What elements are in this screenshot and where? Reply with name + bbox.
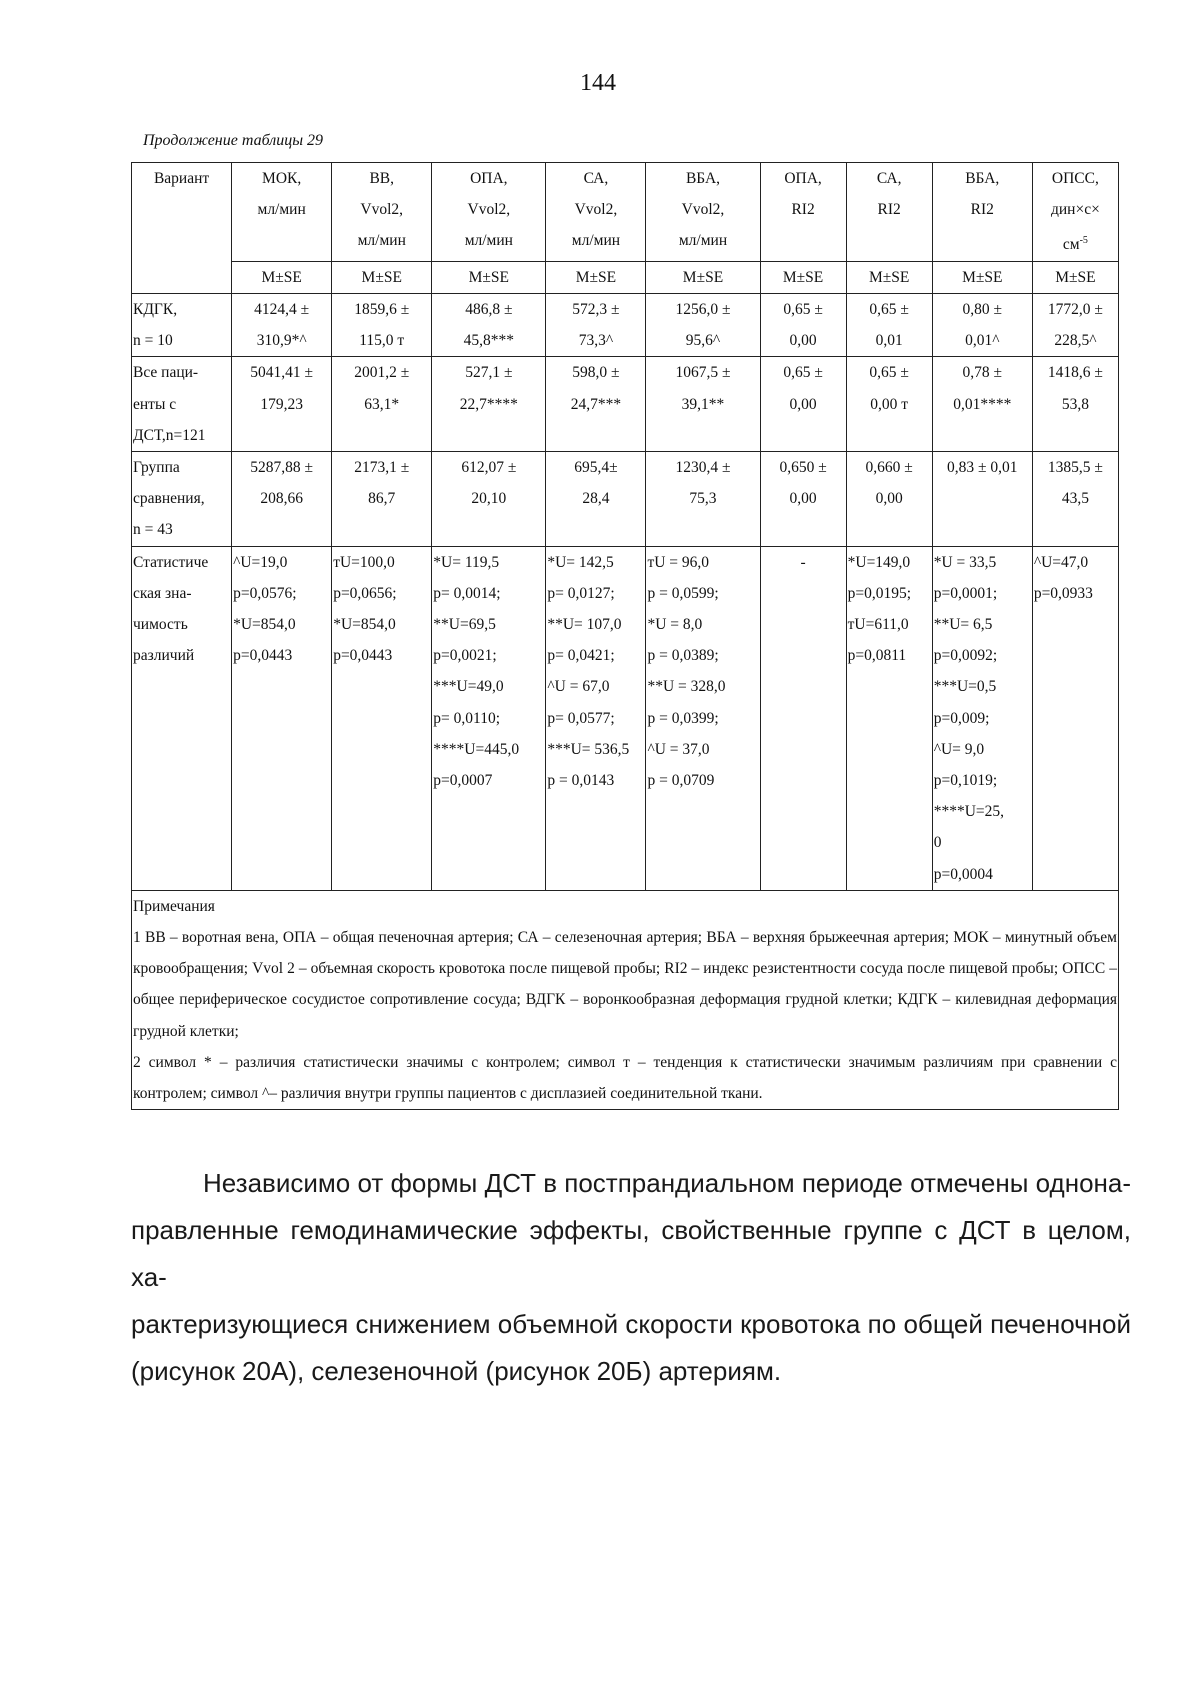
cell-line: p=0,0933 xyxy=(1033,584,1093,602)
cell-line: 527,1 ± xyxy=(465,364,513,382)
table-cell xyxy=(760,293,846,356)
table-caption: Продолжение таблицы 29 xyxy=(143,132,324,149)
cell-line: СА, xyxy=(583,170,609,187)
cell-line: 179,23 xyxy=(260,395,303,413)
stat-cell xyxy=(232,546,332,890)
cell-line: 695,4± xyxy=(574,458,618,476)
cell-line: p = 0,0399; xyxy=(647,709,719,727)
cell-line: 1385,5 ± xyxy=(1047,458,1103,476)
cell-line: p = 0,0599; xyxy=(647,584,719,602)
cell-line: *U= 142,5 xyxy=(547,553,614,571)
cell-line: 1067,5 ± xyxy=(675,364,731,382)
cell-line: RI2 xyxy=(877,201,901,219)
cell-line: p= 0,0577; xyxy=(547,709,615,727)
cell-line: мл/мин xyxy=(357,232,406,250)
table-cell xyxy=(432,357,546,452)
cell-line: 0,65 ± xyxy=(869,364,909,382)
notes-title: Примечания xyxy=(133,897,215,915)
cell-line: 0,80 ± xyxy=(962,300,1003,318)
cell-line: 0,00 xyxy=(789,490,817,508)
cell-line: КДГК, xyxy=(133,300,178,318)
header-cell xyxy=(932,163,1032,262)
cell-line: 310,9*^ xyxy=(256,332,307,350)
cell-line: 115,0 т xyxy=(359,332,405,350)
header-cell-mse: M±SE xyxy=(932,261,1032,293)
cell-line: 2173,1 ± xyxy=(354,458,410,476)
row-label xyxy=(132,293,232,356)
cell-line: 612,07 ± xyxy=(461,458,517,476)
cell-line: p = 0,0709 xyxy=(647,772,715,790)
cell-line: *U=149,0 xyxy=(847,553,911,571)
header-cell-mse: M±SE xyxy=(546,261,646,293)
cell-line: *U= 119,5 xyxy=(433,553,500,571)
cell-line: *U = 33,5 xyxy=(933,553,997,571)
cell-line: **U = 328,0 xyxy=(647,678,726,696)
table-cell xyxy=(546,293,646,356)
header-row xyxy=(132,163,1119,262)
stat-row xyxy=(132,546,1119,890)
cell-line: p=0,0576; xyxy=(233,584,297,602)
stat-cell xyxy=(1032,546,1118,890)
note-item: 1 ВВ – воротная вена, ОПА – общая печеночная артерия; СА – селезеночная артерия; ВБА – верхняя брыжеечная артерия; МОК – минутный объем кровообращения; Vvol 2 – объемная скорость кровотока после пищевой пробы; RI2 – индекс резистентности сосуда после пищевой пробы; ОПСС – общее периферическое сосудистое сопротивление сосуда; ВДГК – воронкообразная деформация грудной клетки; КДГК – килевидная деформация грудной клетки; xyxy=(133,929,1117,1040)
cell-line: 20,10 xyxy=(471,490,507,508)
table-cell xyxy=(646,293,760,356)
cell-line: ДСТ,n=121 xyxy=(133,426,206,444)
cell-line: ****U=25, xyxy=(933,803,1005,821)
note-item: 2 символ * – различия статистически значимы с контролем; символ т – тенденция к статистически значимым различиям при сравнении с контролем; символ ^– различия внутри группы пациентов с дисплазией соединительной ткани. xyxy=(133,1053,1117,1103)
table-cell xyxy=(332,293,432,356)
cell-line: RI2 xyxy=(970,201,994,219)
header-cell-mse: M±SE xyxy=(1032,261,1118,293)
stat-cell xyxy=(932,546,1032,890)
cell-line: 5041,41 ± xyxy=(250,364,314,382)
cell-line: 1230,4 ± xyxy=(675,458,731,476)
table-cell xyxy=(332,357,432,452)
cell-line: p=0,0811 xyxy=(847,647,907,665)
cell-line: тU = 96,0 xyxy=(647,553,710,571)
body-line: правленные гемодинамические эффекты, свойственные группе с ДСТ в целом, ха- xyxy=(131,1215,1131,1292)
table-cell xyxy=(646,451,760,546)
cell-line: 43,5 xyxy=(1061,490,1089,508)
row-label xyxy=(132,357,232,452)
cell-line: 0,01 xyxy=(875,332,903,350)
table-cell xyxy=(646,357,760,452)
cell-line: Vvol2, xyxy=(467,201,511,219)
table-cell xyxy=(932,293,1032,356)
cell-line: 53,8 xyxy=(1061,395,1089,413)
notes-cell xyxy=(132,890,1119,1109)
table-cell xyxy=(932,357,1032,452)
cell-line: ***U=49,0 xyxy=(433,678,504,696)
cell-line: ***U= 536,5 xyxy=(547,740,630,758)
header-cell-mse: M±SE xyxy=(432,261,546,293)
cell-line: ВВ, xyxy=(369,170,395,187)
cell-line: 0,65 ± xyxy=(783,364,823,382)
stat-cell xyxy=(646,546,760,890)
cell-line: p=0,0001; xyxy=(933,584,998,602)
cell-line: p=0,009; xyxy=(933,709,990,727)
cell-line: Группа xyxy=(133,458,180,476)
stat-cell xyxy=(760,546,846,890)
cell-line: 0,00 xyxy=(789,332,817,350)
cell-line: p = 0,0143 xyxy=(547,772,615,790)
table-cell xyxy=(1032,357,1118,452)
cell-line: Вариант xyxy=(153,170,210,187)
cell-line: n = 43 xyxy=(133,521,173,539)
cell-line: ^U=19,0 xyxy=(233,553,288,571)
cell-line: 5287,88 ± xyxy=(250,458,314,476)
header-cell-mse: M±SE xyxy=(332,261,432,293)
cell-line: дин×с× xyxy=(1050,201,1100,219)
cell-line: *U = 8,0 xyxy=(647,616,703,633)
cell-line: 86,7 xyxy=(368,490,396,508)
cell-line: RI2 xyxy=(791,201,815,219)
cell-line: чимость xyxy=(133,616,188,633)
cell-line: ОПСС, xyxy=(1051,170,1099,187)
cell-line: МОК, xyxy=(262,170,302,187)
cell-line: 0,01^ xyxy=(965,332,1000,350)
header-row xyxy=(132,261,1119,293)
cell-line: 0,78 ± xyxy=(962,364,1003,382)
cell-line: p=0,0195; xyxy=(847,584,912,602)
table-cell xyxy=(1032,451,1118,546)
cell-line: ОПА, xyxy=(470,170,508,187)
cell-line: 4124,4 ± xyxy=(254,300,310,318)
table-cell xyxy=(846,293,932,356)
cell-line: p=0,0092; xyxy=(933,647,998,665)
cell-line: 1772,0 ± xyxy=(1047,300,1103,318)
cell-line: *U=854,0 xyxy=(333,616,396,633)
cell-line: ская зна- xyxy=(133,584,192,602)
cell-line: ВБА, xyxy=(965,170,1000,187)
table-cell xyxy=(232,451,332,546)
row-label xyxy=(132,546,232,890)
table-cell xyxy=(932,451,1032,546)
cell-line: 73,3^ xyxy=(578,332,614,350)
cell-line: 22,7**** xyxy=(459,395,518,413)
cell-line: СА, xyxy=(876,170,902,187)
cell-line: p= 0,0127; xyxy=(547,584,615,602)
header-cell-mse: M±SE xyxy=(646,261,760,293)
table-row xyxy=(132,357,1119,452)
notes-row xyxy=(132,890,1119,1109)
cell-line: 0,83 ± 0,01 xyxy=(947,458,1018,476)
table-cell xyxy=(232,357,332,452)
table-cell xyxy=(232,293,332,356)
cell-line: мл/мин xyxy=(678,232,728,250)
cell-line: различий xyxy=(133,647,195,665)
table-cell xyxy=(546,451,646,546)
cell-line: 0,650 ± xyxy=(779,458,827,476)
cell-line: 0 xyxy=(933,834,942,852)
cell-line: 0,660 ± xyxy=(865,458,913,476)
table-cell xyxy=(1032,293,1118,356)
cell-line: 1859,6 ± xyxy=(354,300,410,318)
cell-line: p=0,0007 xyxy=(433,772,493,790)
cell-line: 75,3 xyxy=(689,490,717,508)
cell-line: **U= 107,0 xyxy=(547,616,622,633)
cell-line: 208,66 xyxy=(260,490,303,508)
cell-line: сравнения, xyxy=(133,490,205,508)
cell-line: p = 0,0389; xyxy=(647,647,719,665)
cell-line: p=0,0021; xyxy=(433,647,497,665)
header-cell xyxy=(232,163,332,262)
cell-line: Все паци- xyxy=(133,364,199,382)
cell-line: p=0,0004 xyxy=(933,865,993,883)
table-cell xyxy=(432,293,546,356)
cell-line: 598,0 ± xyxy=(572,364,620,382)
cell-line: 486,8 ± xyxy=(465,300,513,318)
cell-line: Vvol2, xyxy=(574,201,618,219)
row-label xyxy=(132,451,232,546)
cell-line: ВБА, xyxy=(685,170,721,187)
table-cell xyxy=(846,357,932,452)
table-row xyxy=(132,451,1119,546)
cell-line: ^U=47,0 xyxy=(1033,553,1089,571)
body-line: рактеризующиеся снижением объемной скорости кровотока по общей печеночной xyxy=(131,1309,1131,1339)
header-cell xyxy=(646,163,760,262)
cell-line: ^U= 9,0 xyxy=(933,740,985,758)
cell-line: p= 0,0014; xyxy=(433,584,501,602)
cell-line: - xyxy=(800,553,806,571)
header-cell-mse: M±SE xyxy=(232,261,332,293)
cell-line: енты с xyxy=(133,395,177,413)
table-cell xyxy=(760,357,846,452)
cell-line: 24,7*** xyxy=(570,395,622,413)
cell-line: тU=100,0 xyxy=(333,553,395,571)
cell-line: мл/мин xyxy=(464,232,513,250)
cell-line: Vvol2, xyxy=(681,201,725,219)
cell-line: ***U=0,5 xyxy=(933,678,997,696)
cell-line: 28,4 xyxy=(582,490,610,508)
cell-line: 39,1** xyxy=(681,395,725,413)
cell-line: **U= 6,5 xyxy=(933,616,993,633)
data-table xyxy=(131,162,1119,1110)
stat-cell xyxy=(332,546,432,890)
body-line: (рисунок 20А), селезеночной (рисунок 20Б) артериям. xyxy=(131,1356,782,1386)
cell-line: Статистиче xyxy=(133,553,209,571)
cell-line: 95,6^ xyxy=(685,332,721,350)
header-cell-mse: M±SE xyxy=(846,261,932,293)
cell-line: 1256,0 ± xyxy=(675,300,731,318)
header-cell-variant xyxy=(132,163,232,294)
header-cell xyxy=(432,163,546,262)
cell-line: 572,3 ± xyxy=(572,300,620,318)
header-cell-mse: M±SE xyxy=(760,261,846,293)
cell-line: тU=611,0 xyxy=(847,616,909,633)
cell-line: 0,65 ± xyxy=(869,300,909,318)
cell-line: 0,00 т xyxy=(870,395,909,413)
table-cell xyxy=(546,357,646,452)
stat-cell xyxy=(546,546,646,890)
cell-line: ОПА, xyxy=(784,170,822,187)
cell-line: ****U=445,0 xyxy=(433,740,520,758)
cell-line: 0,00 xyxy=(875,490,903,508)
cell-line: 45,8*** xyxy=(463,332,514,350)
cell-line: p=0,0443 xyxy=(233,647,293,665)
table-cell xyxy=(332,451,432,546)
cell-line: мл/мин xyxy=(257,201,306,219)
cell-line: 0,65 ± xyxy=(783,300,823,318)
cell-line: p= 0,0110; xyxy=(433,709,501,727)
cell-line: ^U = 67,0 xyxy=(547,678,610,696)
cell-line: n = 10 xyxy=(133,332,173,350)
page-number: 144 xyxy=(580,70,616,96)
header-cell xyxy=(332,163,432,262)
table-cell xyxy=(760,451,846,546)
header-cell xyxy=(546,163,646,262)
cell-line: 1418,6 ± xyxy=(1047,364,1103,382)
body-line: Независимо от формы ДСТ в постпрандиальном периоде отмечены однона- xyxy=(203,1168,1132,1198)
cell-line: p=0,0443 xyxy=(333,647,393,665)
cell-line: p=0,0656; xyxy=(333,584,397,602)
cell-line: **U=69,5 xyxy=(433,616,496,633)
cell-line: мл/мин xyxy=(571,232,621,250)
cell-line: 228,5^ xyxy=(1054,332,1097,350)
header-cell xyxy=(760,163,846,262)
table-cell xyxy=(846,451,932,546)
cell-line: *U=854,0 xyxy=(233,616,296,633)
table-cell xyxy=(432,451,546,546)
cell-line: ^U = 37,0 xyxy=(647,740,710,758)
cell-line: 63,1* xyxy=(364,395,400,413)
cell-line: $см^{-5}$ xyxy=(1062,235,1088,254)
stat-cell xyxy=(846,546,932,890)
cell-line: 0,00 xyxy=(789,395,817,413)
header-cell xyxy=(1032,163,1118,262)
cell-line: 0,01**** xyxy=(953,395,1012,413)
cell-line: p= 0,0421; xyxy=(547,647,615,665)
cell-line: 2001,2 ± xyxy=(354,364,410,382)
cell-line: Vvol2, xyxy=(360,201,404,219)
cell-line: p=0,1019; xyxy=(933,772,998,790)
header-cell xyxy=(846,163,932,262)
stat-cell xyxy=(432,546,546,890)
table-row xyxy=(132,293,1119,356)
body-paragraph xyxy=(131,1160,1131,1395)
